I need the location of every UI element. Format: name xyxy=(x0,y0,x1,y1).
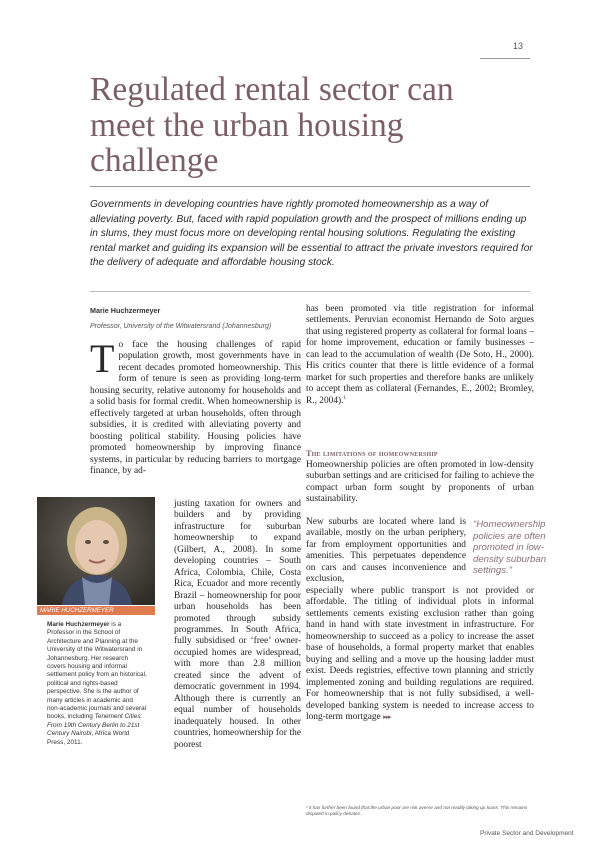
drop-cap: T xyxy=(90,336,115,381)
section-heading: The limitations of homeownership xyxy=(306,449,438,458)
body-text: especially where public transport is not provided or affordable. The titling of individual plots in informal settlements cements existing exclusion rather than going hand in hand with state investment in infrastructure. For homeownership to succeed as a policy to increase the asset base of households, a formal property market that enables buying and selling and a move up the housing ladder must exist. Deeds registries, effective town planning and strictly implemented zoning and building regulations are required. For homeownership that is not fully subsidised, a well-developed banking system is needed to increase access to long-term mortgage xyxy=(306,586,534,722)
footnote-marker: 1 xyxy=(343,395,346,401)
bio-name: Marie Huchzermeyer xyxy=(47,621,110,628)
pull-quote: “Homeownership policies are often promoted in low-density suburban settings.” xyxy=(473,519,547,576)
body-column-2-top xyxy=(306,304,534,407)
title-divider xyxy=(90,186,530,187)
body-column-1-top xyxy=(90,336,301,477)
author-photo xyxy=(37,497,155,605)
article-title: Regulated rental sector can meet the urban housing challenge xyxy=(90,71,454,179)
lede-divider xyxy=(90,291,530,292)
author-name: Marie Huchzermeyer xyxy=(90,306,161,315)
body-column-2-bottom xyxy=(306,586,534,723)
footer-publication: Private Sector and Development xyxy=(480,830,574,837)
header-rule xyxy=(480,58,530,59)
body-column-1-bottom: justing taxation for owners and builders and by providing infrastructure for suburban homeownership to expand (Gilbert, A., 2008). In some developing countries – South Africa, Colombia, Chile, Costa Rica, Ecuador and more recently Brazil – homeownership for poor urban households has been promoted through subsidy programmes. In South Africa, fully subsidised or ‘free’ owner-occupied homes are widespread, with more than 2.8 million created since the advent of democratic government in 1994. Although there is currently an equal number of households inadequately housed. In other countries, homeownership for the poorest xyxy=(174,499,301,750)
article-lede: Governments in developing countries have rightly promoted homeownership as a way of alleviating poverty. But, faced with rapid population growth and the prospect of millions ending up in slums, they must focus more on developing rental housing solutions. Regulating the existing rental market and guiding its expansion will be essential to attract the private investors required for the delivery of adequate and affordable housing stock. xyxy=(90,199,533,269)
body-column-2-narrow: New suburbs are located where land is available, mostly on the urban periphery, far from employment opportunities and amenities. This perpetuates dependence on cars and causes inconvenience and exclusion, xyxy=(306,517,466,585)
photo-caption: MARIE HUCHZERMEYER xyxy=(37,606,155,615)
bio-publisher: , Africa World Press, 2011. xyxy=(47,730,130,746)
bio-book-title: Tenement Cities: From 19th Century Berlin to 21st Century Nairobi xyxy=(47,713,143,738)
body-column-2-intro: Homeownership policies are often promoted in low-density suburban settings and are criticised for failing to achieve the compact urban form sought by proponents of urban sustainability. xyxy=(306,460,534,505)
author-affiliation: Professor, University of the Witwatersrand (Johannesburg) xyxy=(90,323,272,330)
bio-text: is a Professor in the School of Architecture and Planning at the University of the Witwatersrand in Johannesburg. Her research covers housing and informal settlement policy from an historical, political and rights-based perspective. She is the author of many articles in academic and non-academic journals and several books, including xyxy=(47,621,147,721)
author-bio xyxy=(47,621,147,747)
footnote: ¹ It has further been found that the urban poor are risk averse and not readily taking up loans. This remains disputed in policy debates. xyxy=(306,805,528,817)
body-text: o face the housing challenges of rapid population growth, most governments have in recent decades promoted homeownership. This form of tenure is seen as providing long-term housing security, relative autonomy for households and a solid basis for formal credit. When homeownership is effectively targeted at urban households, often through subsidies, it is credited with alleviating poverty and boosting political stability. Housing policies have promoted homeownership by improving finance systems, in particular by reducing barriers to mortgage finance, by ad- xyxy=(90,340,301,476)
continue-arrows-icon: ▸▸▸ xyxy=(383,712,391,721)
body-text: has been promoted via title registration for informal settlements. Peruvian economist Hernando de Soto argues that using registered property as collateral for formal loans – for home improvement, education or family businesses – can lead to the accumulation of wealth (De Soto, H., 2000). His critics counter that there is little evidence of a formal market for such properties and therefore banks are unlikely to accept them as collateral (Fernandes, E., 2002; Bromley, R., 2004). xyxy=(306,304,534,406)
page-number: 13 xyxy=(513,41,524,51)
